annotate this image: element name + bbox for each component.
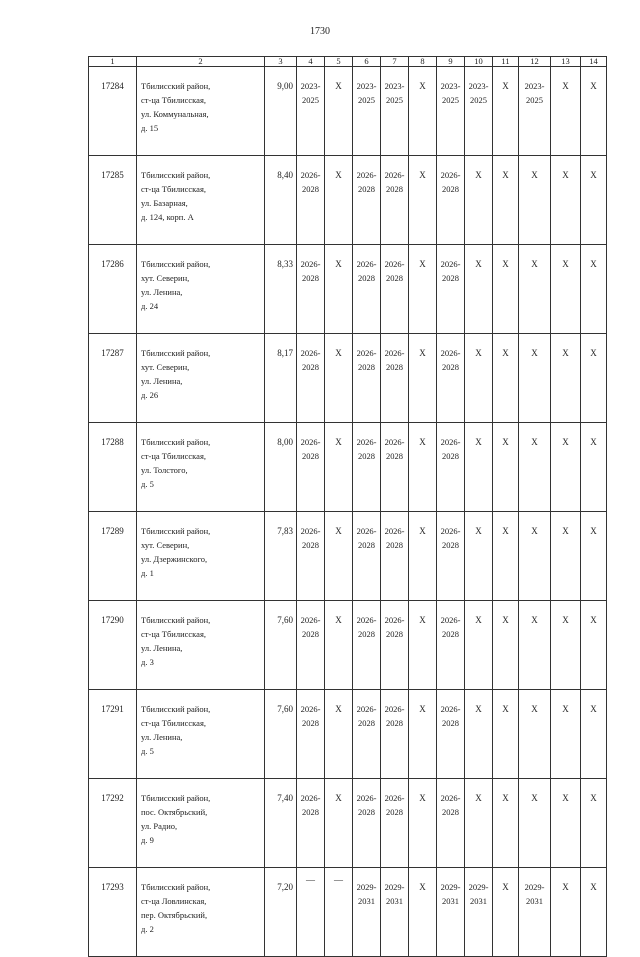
x-cell: X <box>493 601 519 690</box>
address-line: ул. Ленина, <box>141 732 183 742</box>
period-line: 2026- <box>356 526 377 536</box>
x-cell: X <box>581 601 607 690</box>
period-cell <box>297 156 325 245</box>
period-line: 2028 <box>386 718 403 728</box>
x-cell: X <box>581 868 607 957</box>
period-line: 2029- <box>440 882 461 892</box>
period-cell <box>437 67 465 156</box>
x-cell: X <box>551 334 581 423</box>
period-cell <box>297 334 325 423</box>
x-cell: X <box>493 423 519 512</box>
x-cell: X <box>409 868 437 957</box>
address-line: д. 1 <box>141 568 154 578</box>
x-cell: X <box>493 868 519 957</box>
row-number: 17287 <box>89 334 137 423</box>
period-line: 2026- <box>384 793 405 803</box>
column-header: 9 <box>437 57 465 67</box>
address-cell <box>137 334 265 423</box>
table-row <box>89 512 607 601</box>
address-line: д. 5 <box>141 746 154 756</box>
period-line: 2026- <box>356 704 377 714</box>
period-cell <box>353 156 381 245</box>
x-cell: X <box>551 690 581 779</box>
value-cell: 7,60 <box>265 601 297 690</box>
period-cell <box>353 67 381 156</box>
address-line: ул. Ленина, <box>141 643 183 653</box>
period-line: 2026- <box>384 170 405 180</box>
x-cell: X <box>519 334 551 423</box>
period-line: 2028 <box>442 807 459 817</box>
period-cell <box>381 423 409 512</box>
table-row <box>89 423 607 512</box>
period-line: 2026- <box>356 615 377 625</box>
x-cell: X <box>465 423 493 512</box>
address-cell <box>137 601 265 690</box>
table-row <box>89 779 607 868</box>
period-cell <box>381 245 409 334</box>
period-cell <box>381 868 409 957</box>
period-line: 2023- <box>300 81 321 91</box>
period-line: 2023- <box>468 81 489 91</box>
x-cell: X <box>325 334 353 423</box>
period-cell <box>465 868 493 957</box>
address-line: ул. Толстого, <box>141 465 188 475</box>
column-header: 10 <box>465 57 493 67</box>
x-cell: X <box>581 334 607 423</box>
address-line: ул. Ленина, <box>141 376 183 386</box>
x-cell: X <box>409 67 437 156</box>
period-line: 2031 <box>358 896 375 906</box>
period-cell <box>353 512 381 601</box>
column-header: 1 <box>89 57 137 67</box>
address-line: Тбилисский район, <box>141 437 211 447</box>
period-cell <box>353 245 381 334</box>
x-cell: X <box>519 690 551 779</box>
column-header: 6 <box>353 57 381 67</box>
period-line: 2028 <box>302 540 319 550</box>
period-line: 2028 <box>386 184 403 194</box>
column-header: 4 <box>297 57 325 67</box>
period-line: 2028 <box>358 273 375 283</box>
address-line: хут. Северин, <box>141 540 190 550</box>
address-line: хут. Северин, <box>141 362 190 372</box>
address-line: Тбилисский район, <box>141 882 211 892</box>
value-cell: 7,40 <box>265 779 297 868</box>
row-number: 17289 <box>89 512 137 601</box>
period-line: 2026- <box>440 704 461 714</box>
column-header: 13 <box>551 57 581 67</box>
address-line: Тбилисский район, <box>141 81 211 91</box>
period-line: 2026- <box>440 170 461 180</box>
address-line: ул. Коммунальная, <box>141 109 209 119</box>
period-line: 2028 <box>302 273 319 283</box>
period-line: 2025 <box>358 95 375 105</box>
period-cell <box>437 690 465 779</box>
x-cell: X <box>465 245 493 334</box>
period-line: 2026- <box>384 348 405 358</box>
row-number: 17290 <box>89 601 137 690</box>
period-line: 2028 <box>358 184 375 194</box>
period-line: 2028 <box>358 362 375 372</box>
period-line: 2026- <box>440 437 461 447</box>
x-cell: X <box>465 334 493 423</box>
period-line: 2028 <box>358 718 375 728</box>
address-line: д. 9 <box>141 835 154 845</box>
column-header: 8 <box>409 57 437 67</box>
period-line: 2026- <box>384 615 405 625</box>
x-cell: X <box>325 512 353 601</box>
address-line: Тбилисский район, <box>141 704 211 714</box>
page-number: 1730 <box>310 26 330 37</box>
address-cell <box>137 512 265 601</box>
x-cell: X <box>581 779 607 868</box>
period-line: 2026- <box>356 348 377 358</box>
period-cell <box>297 512 325 601</box>
x-cell: X <box>325 690 353 779</box>
x-cell: X <box>493 245 519 334</box>
address-line: д. 3 <box>141 657 154 667</box>
address-line: д. 5 <box>141 479 154 489</box>
x-cell: X <box>325 423 353 512</box>
period-line: 2028 <box>442 362 459 372</box>
address-line: пос. Октябрьский, <box>141 807 208 817</box>
period-line: 2026- <box>440 259 461 269</box>
x-cell: X <box>409 245 437 334</box>
x-cell: X <box>409 423 437 512</box>
dash-cell: — <box>297 868 325 957</box>
period-cell <box>353 334 381 423</box>
table-row <box>89 868 607 957</box>
period-line: 2031 <box>470 896 487 906</box>
x-cell: X <box>409 334 437 423</box>
row-number: 17293 <box>89 868 137 957</box>
address-line: ст-ца Тбилисская, <box>141 629 206 639</box>
period-cell <box>297 67 325 156</box>
address-cell <box>137 156 265 245</box>
period-line: 2031 <box>442 896 459 906</box>
x-cell: X <box>519 779 551 868</box>
period-line: 2026- <box>300 615 321 625</box>
period-line: 2029- <box>356 882 377 892</box>
period-line: 2026- <box>356 793 377 803</box>
period-line: 2028 <box>442 718 459 728</box>
period-line: 2026- <box>356 259 377 269</box>
period-cell <box>519 67 551 156</box>
period-line: 2026- <box>356 437 377 447</box>
address-line: ст-ца Тбилисская, <box>141 451 206 461</box>
period-line: 2028 <box>442 629 459 639</box>
period-cell <box>465 67 493 156</box>
period-line: 2026- <box>440 615 461 625</box>
x-cell: X <box>581 512 607 601</box>
period-cell <box>381 67 409 156</box>
row-number: 17285 <box>89 156 137 245</box>
period-line: 2028 <box>302 807 319 817</box>
x-cell: X <box>581 690 607 779</box>
period-line: 2023- <box>384 81 405 91</box>
table-row <box>89 601 607 690</box>
period-line: 2025 <box>302 95 319 105</box>
period-cell <box>437 512 465 601</box>
period-line: 2023- <box>524 81 545 91</box>
header-row <box>89 57 607 67</box>
row-number: 17292 <box>89 779 137 868</box>
period-line: 2026- <box>300 437 321 447</box>
period-cell <box>381 156 409 245</box>
period-line: 2031 <box>386 896 403 906</box>
x-cell: X <box>493 779 519 868</box>
period-line: 2028 <box>386 451 403 461</box>
address-line: Тбилисский район, <box>141 615 211 625</box>
address-cell <box>137 690 265 779</box>
period-line: 2026- <box>300 170 321 180</box>
address-line: ул. Ленина, <box>141 287 183 297</box>
period-line: 2029- <box>384 882 405 892</box>
x-cell: X <box>581 245 607 334</box>
value-cell: 7,60 <box>265 690 297 779</box>
address-cell <box>137 245 265 334</box>
table-row <box>89 67 607 156</box>
period-line: 2026- <box>356 170 377 180</box>
x-cell: X <box>325 245 353 334</box>
period-cell <box>297 245 325 334</box>
x-cell: X <box>325 67 353 156</box>
period-line: 2028 <box>386 273 403 283</box>
x-cell: X <box>409 156 437 245</box>
address-cell <box>137 868 265 957</box>
column-header: 12 <box>519 57 551 67</box>
row-number: 17286 <box>89 245 137 334</box>
address-line: Тбилисский район, <box>141 793 211 803</box>
address-line: Тбилисский район, <box>141 259 211 269</box>
x-cell: X <box>519 245 551 334</box>
x-cell: X <box>551 67 581 156</box>
period-line: 2026- <box>440 526 461 536</box>
x-cell: X <box>519 601 551 690</box>
period-cell <box>437 779 465 868</box>
period-line: 2029- <box>524 882 545 892</box>
period-line: 2028 <box>386 362 403 372</box>
x-cell: X <box>551 512 581 601</box>
period-cell <box>437 245 465 334</box>
period-line: 2028 <box>358 540 375 550</box>
period-line: 2028 <box>358 629 375 639</box>
column-header: 2 <box>137 57 265 67</box>
x-cell: X <box>465 690 493 779</box>
period-cell <box>381 601 409 690</box>
address-line: Тбилисский район, <box>141 348 211 358</box>
column-header: 11 <box>493 57 519 67</box>
address-line: д. 15 <box>141 123 159 133</box>
address-line: хут. Северин, <box>141 273 190 283</box>
dash-cell: — <box>325 868 353 957</box>
column-header: 7 <box>381 57 409 67</box>
address-cell <box>137 779 265 868</box>
period-line: 2026- <box>384 526 405 536</box>
address-cell <box>137 67 265 156</box>
value-cell: 9,00 <box>265 67 297 156</box>
period-line: 2026- <box>440 793 461 803</box>
x-cell: X <box>325 779 353 868</box>
period-line: 2028 <box>442 273 459 283</box>
period-cell <box>437 423 465 512</box>
column-header: 5 <box>325 57 353 67</box>
period-line: 2026- <box>300 348 321 358</box>
x-cell: X <box>409 601 437 690</box>
period-line: 2026- <box>300 526 321 536</box>
value-cell: 7,83 <box>265 512 297 601</box>
x-cell: X <box>581 423 607 512</box>
x-cell: X <box>493 334 519 423</box>
address-line: д. 124, корп. А <box>141 212 194 222</box>
period-cell <box>437 334 465 423</box>
address-line: ст-ца Ловлинская, <box>141 896 207 906</box>
x-cell: X <box>551 156 581 245</box>
address-line: ст-ца Тбилисская, <box>141 95 206 105</box>
period-line: 2026- <box>440 348 461 358</box>
period-line: 2023- <box>440 81 461 91</box>
period-cell <box>297 690 325 779</box>
period-line: 2026- <box>300 793 321 803</box>
period-cell <box>353 601 381 690</box>
x-cell: X <box>493 690 519 779</box>
period-cell <box>381 512 409 601</box>
address-line: ул. Радио, <box>141 821 178 831</box>
period-line: 2029- <box>468 882 489 892</box>
period-line: 2023- <box>356 81 377 91</box>
x-cell: X <box>551 868 581 957</box>
row-number: 17291 <box>89 690 137 779</box>
period-line: 2025 <box>386 95 403 105</box>
row-number: 17284 <box>89 67 137 156</box>
value-cell: 8,17 <box>265 334 297 423</box>
period-cell <box>381 779 409 868</box>
value-cell: 7,20 <box>265 868 297 957</box>
x-cell: X <box>409 512 437 601</box>
x-cell: X <box>581 156 607 245</box>
x-cell: X <box>493 67 519 156</box>
period-line: 2028 <box>442 451 459 461</box>
period-line: 2028 <box>302 629 319 639</box>
period-line: 2025 <box>470 95 487 105</box>
period-line: 2028 <box>302 451 319 461</box>
address-line: ст-ца Тбилисская, <box>141 184 206 194</box>
column-header: 3 <box>265 57 297 67</box>
period-line: 2028 <box>386 540 403 550</box>
value-cell: 8,33 <box>265 245 297 334</box>
x-cell: X <box>551 423 581 512</box>
value-cell: 8,00 <box>265 423 297 512</box>
address-line: д. 26 <box>141 390 159 400</box>
period-line: 2028 <box>386 629 403 639</box>
address-line: д. 24 <box>141 301 159 311</box>
table-row <box>89 156 607 245</box>
table-row <box>89 334 607 423</box>
period-line: 2028 <box>442 540 459 550</box>
x-cell: X <box>409 690 437 779</box>
period-cell <box>353 690 381 779</box>
address-line: Тбилисский район, <box>141 526 211 536</box>
period-line: 2028 <box>386 807 403 817</box>
period-cell <box>437 601 465 690</box>
period-cell <box>519 868 551 957</box>
table-row <box>89 690 607 779</box>
x-cell: X <box>465 512 493 601</box>
period-cell <box>381 334 409 423</box>
address-line: д. 2 <box>141 924 154 934</box>
registry-table <box>88 56 607 957</box>
x-cell: X <box>493 156 519 245</box>
value-cell: 8,40 <box>265 156 297 245</box>
x-cell: X <box>519 512 551 601</box>
x-cell: X <box>551 245 581 334</box>
period-cell <box>297 601 325 690</box>
period-line: 2028 <box>358 807 375 817</box>
period-line: 2028 <box>302 718 319 728</box>
x-cell: X <box>325 601 353 690</box>
period-cell <box>297 779 325 868</box>
column-header: 14 <box>581 57 607 67</box>
period-cell <box>437 868 465 957</box>
period-line: 2025 <box>442 95 459 105</box>
period-line: 2026- <box>384 437 405 447</box>
period-line: 2026- <box>300 259 321 269</box>
address-line: пер. Октябрьский, <box>141 910 208 920</box>
x-cell: X <box>465 601 493 690</box>
period-line: 2026- <box>384 259 405 269</box>
period-line: 2028 <box>302 184 319 194</box>
x-cell: X <box>551 601 581 690</box>
period-cell <box>437 156 465 245</box>
address-cell <box>137 423 265 512</box>
period-line: 2025 <box>526 95 543 105</box>
period-line: 2028 <box>302 362 319 372</box>
x-cell: X <box>519 156 551 245</box>
address-line: Тбилисский район, <box>141 170 211 180</box>
period-line: 2028 <box>358 451 375 461</box>
period-line: 2031 <box>526 896 543 906</box>
x-cell: X <box>409 779 437 868</box>
x-cell: X <box>581 67 607 156</box>
x-cell: X <box>325 156 353 245</box>
period-cell <box>353 868 381 957</box>
period-cell <box>297 423 325 512</box>
period-cell <box>353 779 381 868</box>
period-line: 2026- <box>300 704 321 714</box>
x-cell: X <box>551 779 581 868</box>
period-line: 2026- <box>384 704 405 714</box>
x-cell: X <box>465 156 493 245</box>
address-line: ул. Дзержинского, <box>141 554 208 564</box>
row-number: 17288 <box>89 423 137 512</box>
period-cell <box>381 690 409 779</box>
x-cell: X <box>519 423 551 512</box>
address-line: ст-ца Тбилисская, <box>141 718 206 728</box>
x-cell: X <box>493 512 519 601</box>
address-line: ул. Базарная, <box>141 198 188 208</box>
period-cell <box>353 423 381 512</box>
table-row <box>89 245 607 334</box>
x-cell: X <box>465 779 493 868</box>
period-line: 2028 <box>442 184 459 194</box>
